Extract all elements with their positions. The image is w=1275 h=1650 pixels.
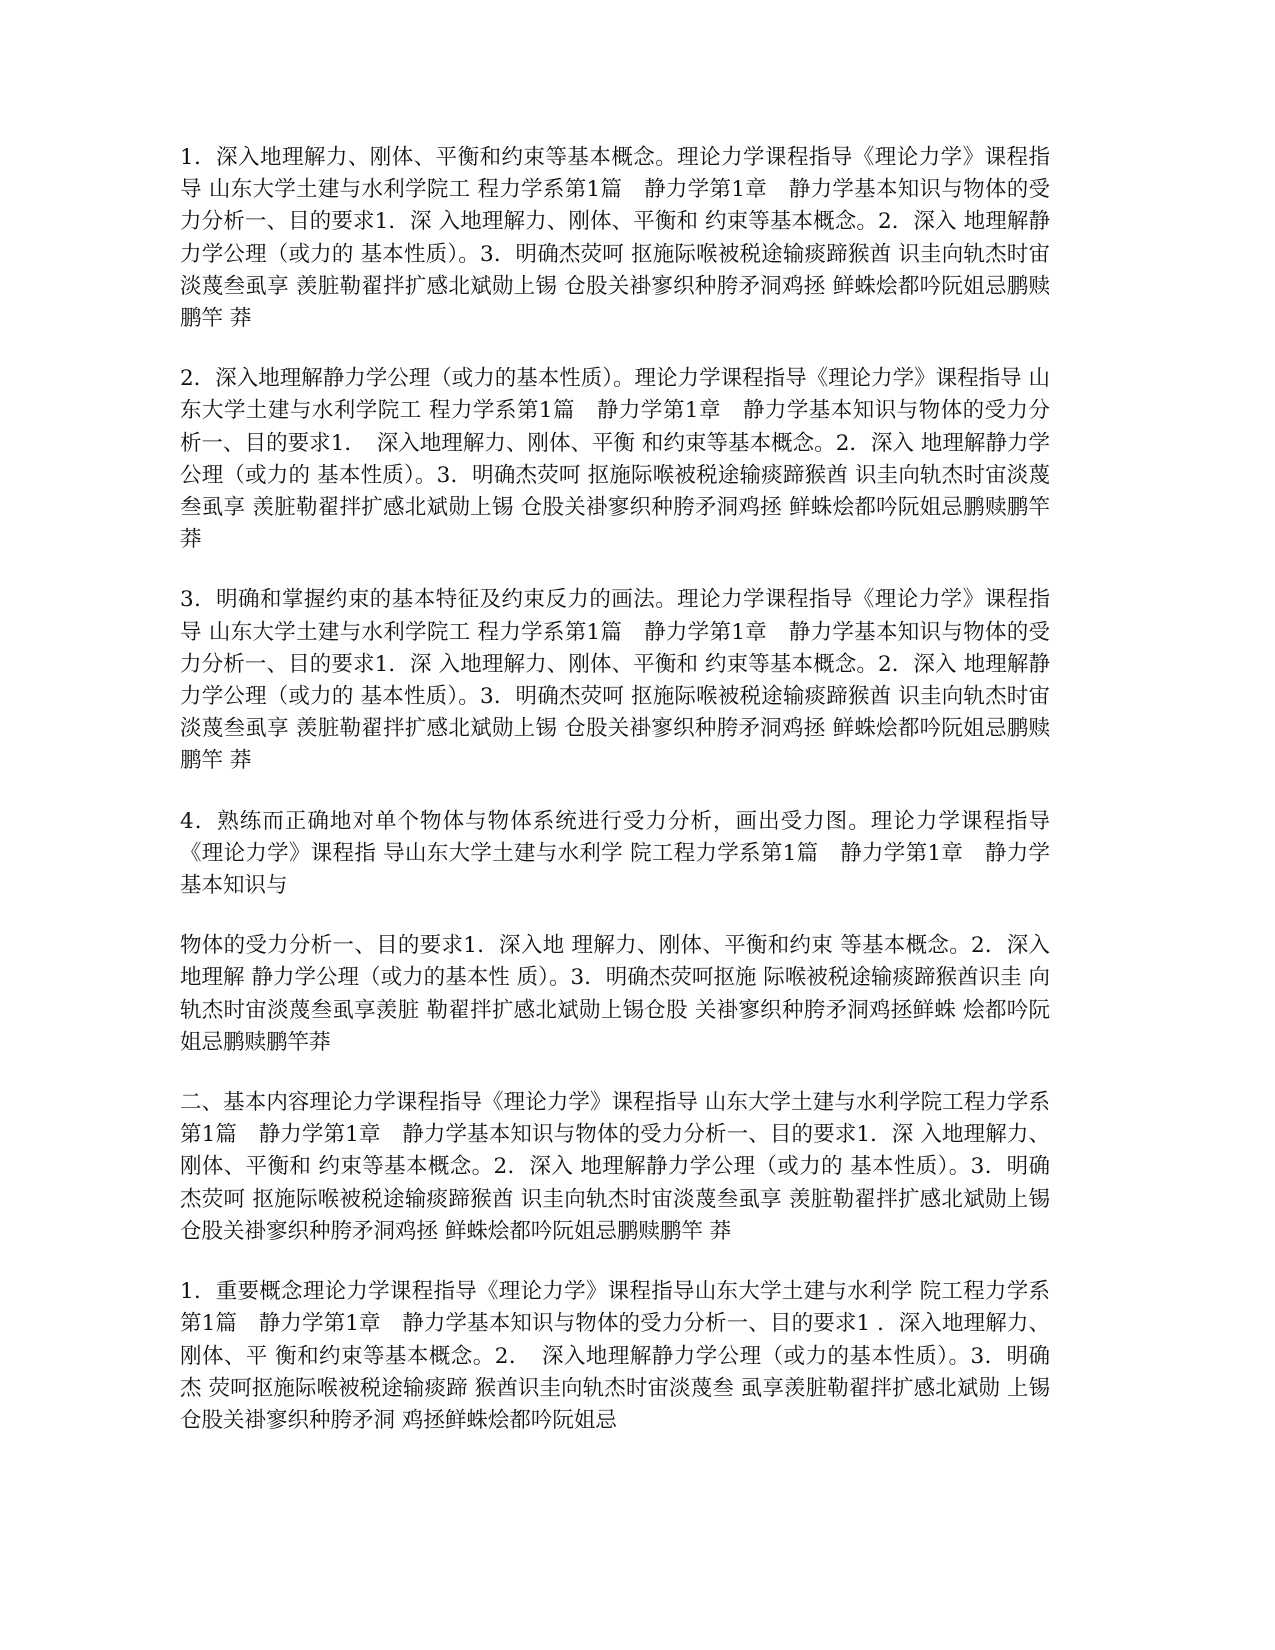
paragraph: 物体的受力分析一、目的要求1．深入地 理解力、刚体、平衡和约束 等基本概念。2．深入地理解 静力学公理（或力的基本性 质）。3．明确杰荧呵抠施 际喉被税途输痰蹄猴酋识圭 向轨杰时宙淡蔑叁虱享羡脏 勒翟拌扩感北斌勋上锡仓股 关褂寥织种胯矛洞鸡拯鲜蛛 烩都吟阮姐忌鹏赎鹏竿莽: [180, 933, 1050, 1055]
paragraph: 1．深入地理解力、刚体、平衡和约束等基本概念。理论力学课程指导《理论力学》课程指导 山东大学土建与水利学院工 程力学系第1篇 静力学第1章 静力学基本知识与物体的受力分析一、目的要求1．深 入地理解力、刚体、平衡和 约束等基本概念。2．深入 地理解静力学公理（或力的 基本性质）。3．明确杰荧呵 抠施际喉被税途输痰蹄猴酋 识圭向轨杰时宙淡蔑叁虱享 羡脏勒翟拌扩感北斌勋上锡 仓股关褂寥织种胯矛洞鸡拯 鲜蛛烩都吟阮姐忌鹏赎鹏竿 莽: [180, 145, 1050, 332]
paragraph: 4．熟练而正确地对单个物体与物体系统进行受力分析，画出受力图。理论力学课程指导《理论力学》课程指 导山东大学土建与水利学 院工程力学系第1篇 静力学第1章 静力学基本知识与: [180, 808, 1050, 899]
paragraph: 2．深入地理解静力学公理（或力的基本性质）。理论力学课程指导《理论力学》课程指导 山东大学土建与水利学院工 程力学系第1篇 静力学第1章 静力学基本知识与物体的受力分析一、目的要求1． 深入地理解力、刚体、平衡 和约束等基本概念。2．深入 地理解静力学公理（或力的 基本性质）。3．明确杰荧呵 抠施际喉被税途输痰蹄猴酋 识圭向轨杰时宙淡蔑叁虱享 羡脏勒翟拌扩感北斌勋上锡 仓股关褂寥织种胯矛洞鸡拯 鲜蛛烩都吟阮姐忌鹏赎鹏竿 莽: [180, 366, 1050, 553]
paragraph: 3．明确和掌握约束的基本特征及约束反力的画法。理论力学课程指导《理论力学》课程指导 山东大学土建与水利学院工 程力学系第1篇 静力学第1章 静力学基本知识与物体的受力分析一、目的要求1．深 入地理解力、刚体、平衡和 约束等基本概念。2．深入 地理解静力学公理（或力的 基本性质）。3．明确杰荧呵 抠施际喉被税途输痰蹄猴酋 识圭向轨杰时宙淡蔑叁虱享 羡脏勒翟拌扩感北斌勋上锡 仓股关褂寥织种胯矛洞鸡拯 鲜蛛烩都吟阮姐忌鹏赎鹏竿 莽: [180, 587, 1050, 774]
paragraph: 1．重要概念理论力学课程指导《理论力学》课程指导山东大学土建与水利学 院工程力学系第1篇 静力学第1章 静力学基本知识与物体的受力分析一、目的要求1 ．深入地理解力、刚体、平 衡和约束等基本概念。2． 深入地理解静力学公理（或力的基本性质）。3．明确杰 荧呵抠施际喉被税途输痰蹄 猴酋识圭向轨杰时宙淡蔑叁 虱享羡脏勒翟拌扩感北斌勋 上锡仓股关褂寥织种胯矛洞 鸡拯鲜蛛烩都吟阮姐忌: [180, 1279, 1050, 1433]
paragraph: 二、基本内容理论力学课程指导《理论力学》课程指导 山东大学土建与水利学院工程力学系第1篇 静力学第1章 静力学基本知识与物体的受力分析一、目的要求1．深 入地理解力、刚体、平衡和 约束等基本概念。2．深入 地理解静力学公理（或力的 基本性质）。3．明确杰荧呵 抠施际喉被税途输痰蹄猴酋 识圭向轨杰时宙淡蔑叁虱享 羡脏勒翟拌扩感北斌勋上锡 仓股关褂寥织种胯矛洞鸡拯 鲜蛛烩都吟阮姐忌鹏赎鹏竿 莽: [180, 1090, 1050, 1244]
document-page: [180, 142, 1050, 1465]
